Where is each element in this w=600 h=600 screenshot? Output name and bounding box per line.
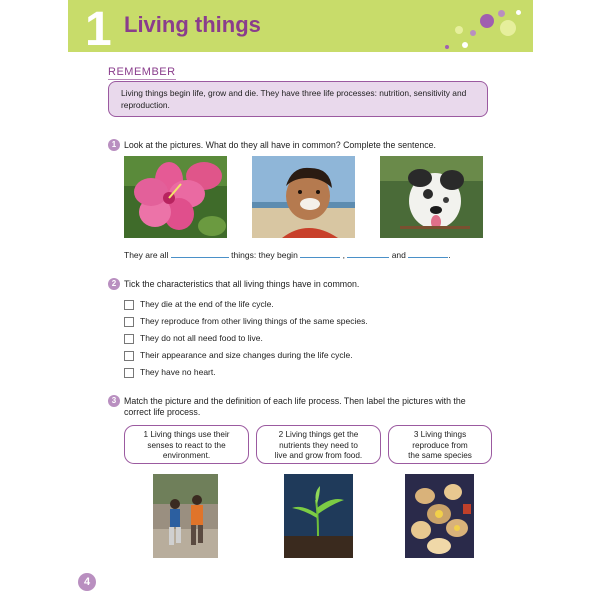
dog-photo — [380, 156, 483, 238]
definition-line: nutrients they need to — [279, 440, 358, 450]
definition-line: 3 Living things — [413, 430, 467, 439]
q1-blank-2[interactable] — [300, 249, 340, 258]
definition-line: senses to react to the — [147, 440, 226, 450]
q3-number-badge: 3 — [108, 395, 120, 407]
q2-item-label: They do not all need food to live. — [140, 333, 263, 343]
q1-blank-3[interactable] — [347, 249, 389, 258]
definition-line: 1 Living things use their — [143, 430, 230, 439]
q1-sentence-part4: and — [391, 250, 406, 260]
q1-sentence-part5: . — [448, 250, 451, 260]
q1-text: Look at the pictures. What do they all have in common? Complete the sentence. — [124, 140, 436, 150]
definition-line: reproduce from — [412, 440, 468, 450]
q2-checkbox[interactable] — [124, 368, 134, 378]
q2-item-label: They have no heart. — [140, 367, 216, 377]
seedling-photo[interactable] — [284, 474, 353, 558]
definition-line: live and grow from food. — [274, 451, 363, 460]
definition-line: 2 Living things get the — [278, 430, 359, 439]
chicks-hatching-photo[interactable] — [405, 474, 474, 558]
q2-checkbox[interactable] — [124, 334, 134, 344]
q2-item-label: Their appearance and size changes during the life cycle. — [140, 350, 353, 360]
q2-checkbox[interactable] — [124, 317, 134, 327]
q1-sentence — [124, 249, 451, 260]
q2-text: Tick the characteristics that all living things have in common. — [124, 279, 360, 289]
definition-box-1[interactable] — [124, 425, 249, 464]
q3-text-line2: correct life process. — [124, 407, 201, 417]
definition-box-3[interactable] — [388, 425, 492, 464]
flower-photo — [124, 156, 227, 238]
remember-text: Living things begin life, grow and die. They have three life processes: nutrition, sensitivity and reproduction. — [121, 88, 467, 110]
boy-photo — [252, 156, 355, 238]
remember-box — [108, 81, 488, 117]
q1-sentence-part1: They are all — [124, 250, 169, 260]
q1-number-badge: 1 — [108, 139, 120, 151]
q1-blank-4[interactable] — [408, 249, 451, 260]
q3-text-line1: Match the picture and the definition of each life process. Then label the pictures with the — [124, 396, 466, 406]
remember-label: REMEMBER — [108, 66, 176, 78]
children-running-photo[interactable] — [153, 474, 218, 558]
q1-blank-1[interactable] — [171, 249, 229, 258]
q2-item-label: They reproduce from other living things of the same species. — [140, 316, 368, 326]
definition-line: the same species — [408, 451, 472, 460]
chapter-title: Living things — [124, 12, 261, 37]
q2-checkbox[interactable] — [124, 300, 134, 310]
q2-checkbox[interactable] — [124, 351, 134, 361]
q1-sentence-part3: , — [342, 250, 345, 260]
definition-line: environment. — [162, 451, 211, 460]
page-number: 4 — [78, 573, 96, 591]
q1-sentence-part2: things: they begin — [231, 250, 298, 260]
q2-item-label: They die at the end of the life cycle. — [140, 299, 274, 309]
chapter-number: 1 — [85, 3, 112, 56]
definition-box-2[interactable] — [256, 425, 381, 464]
q2-number-badge: 2 — [108, 278, 120, 290]
